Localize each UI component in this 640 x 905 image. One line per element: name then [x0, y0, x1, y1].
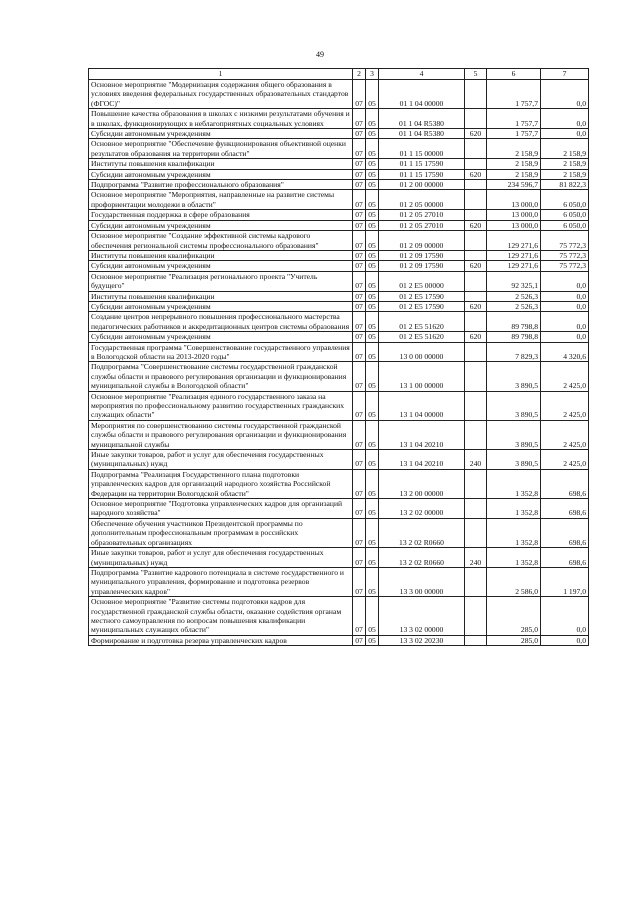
cell-subsection: 05 — [366, 261, 379, 271]
cell-subsection: 05 — [366, 220, 379, 230]
cell-expense-type — [465, 190, 487, 210]
cell-amount-1: 92 325,1 — [487, 271, 541, 291]
cell-expense-type: 620 — [465, 169, 487, 179]
cell-amount-2: 0,0 — [541, 635, 589, 645]
cell-amount-1: 129 271,6 — [487, 250, 541, 260]
cell-expense-type: 240 — [465, 548, 487, 568]
cell-section: 07 — [353, 499, 366, 519]
cell-subsection: 05 — [366, 469, 379, 498]
cell-target-article: 01 2 E5 17590 — [379, 301, 465, 311]
header-col-1: 1 — [89, 69, 353, 80]
cell-target-article: 13 3 00 00000 — [379, 567, 465, 596]
cell-name: Государственная поддержка в сфере образования — [89, 210, 353, 220]
cell-name: Основное мероприятие "Мероприятия, направленные на развитие системы профориентации молодежи в области" — [89, 190, 353, 210]
table-row — [89, 342, 589, 362]
cell-expense-type — [465, 210, 487, 220]
table-row — [89, 210, 589, 220]
cell-expense-type — [465, 291, 487, 301]
table-row — [89, 129, 589, 139]
cell-amount-1: 2 586,0 — [487, 567, 541, 596]
cell-target-article: 01 1 04 R5380 — [379, 109, 465, 129]
cell-subsection: 05 — [366, 250, 379, 260]
cell-amount-1: 234 596,7 — [487, 180, 541, 190]
cell-name: Субсидии автономным учреждениям — [89, 129, 353, 139]
cell-name: Основное мероприятие "Реализация регионального проекта "Учитель будущего" — [89, 271, 353, 291]
cell-subsection: 05 — [366, 190, 379, 210]
cell-name: Основное мероприятие "Реализация единого государственного заказа на мероприятия по профессиональному развитию государственных гражданских служащих области" — [89, 391, 353, 420]
header-col-5: 5 — [465, 69, 487, 80]
cell-amount-1: 1 352,8 — [487, 499, 541, 519]
cell-name: Государственная программа "Совершенствование государственного управления в Вологодской области на 2013-2020 годы" — [89, 342, 353, 362]
cell-section: 07 — [353, 420, 366, 449]
cell-section: 07 — [353, 129, 366, 139]
table-row — [89, 250, 589, 260]
cell-amount-1: 1 757,7 — [487, 129, 541, 139]
table-row — [89, 169, 589, 179]
cell-expense-type — [465, 567, 487, 596]
table-row — [89, 220, 589, 230]
cell-target-article: 01 2 09 17590 — [379, 250, 465, 260]
table-row — [89, 548, 589, 568]
cell-amount-2: 6 050,0 — [541, 190, 589, 210]
cell-amount-1: 1 352,8 — [487, 548, 541, 568]
cell-expense-type — [465, 597, 487, 636]
cell-name: Субсидии автономным учреждениям — [89, 332, 353, 342]
table-row — [89, 391, 589, 420]
cell-subsection: 05 — [366, 231, 379, 251]
cell-amount-2: 2 425,0 — [541, 362, 589, 391]
cell-amount-1: 129 271,6 — [487, 231, 541, 251]
cell-name: Институты повышения квалификации — [89, 159, 353, 169]
cell-name: Субсидии автономным учреждениям — [89, 261, 353, 271]
cell-target-article: 13 1 04 20210 — [379, 450, 465, 470]
cell-expense-type — [465, 271, 487, 291]
cell-subsection: 05 — [366, 271, 379, 291]
cell-amount-2: 75 772,3 — [541, 231, 589, 251]
cell-name: Обеспечение обучения участников Президентской программы по дополнительным профессиональным программам в российских образовательных организациях — [89, 518, 353, 547]
cell-amount-2: 698,6 — [541, 548, 589, 568]
cell-amount-1: 7 829,3 — [487, 342, 541, 362]
cell-section: 07 — [353, 180, 366, 190]
cell-amount-2: 2 425,0 — [541, 420, 589, 449]
cell-name: Мероприятия по совершенствованию системы государственной гражданской службы области и правового регулирования организации и функционирования муниципальной службы — [89, 420, 353, 449]
cell-expense-type: 240 — [465, 450, 487, 470]
cell-subsection: 05 — [366, 362, 379, 391]
cell-subsection: 05 — [366, 420, 379, 449]
cell-amount-1: 285,0 — [487, 635, 541, 645]
cell-name: Подпрограмма "Развитие кадрового потенциала в системе государственного и муниципального управления, формирование и подготовка резервов управленческих кадров" — [89, 567, 353, 596]
header-col-6: 6 — [487, 69, 541, 80]
cell-amount-2: 75 772,3 — [541, 261, 589, 271]
cell-section: 07 — [353, 139, 366, 159]
cell-target-article: 01 1 15 17590 — [379, 159, 465, 169]
cell-amount-2: 698,6 — [541, 518, 589, 547]
cell-section: 07 — [353, 220, 366, 230]
budget-table — [88, 68, 589, 646]
cell-expense-type — [465, 391, 487, 420]
table-row — [89, 180, 589, 190]
cell-section: 07 — [353, 159, 366, 169]
cell-subsection: 05 — [366, 342, 379, 362]
cell-name: Основное мероприятие "Обеспечение функционирования объективной оценки результатов образования на территории области" — [89, 139, 353, 159]
cell-expense-type: 620 — [465, 301, 487, 311]
cell-target-article: 13 3 02 00000 — [379, 597, 465, 636]
cell-expense-type — [465, 109, 487, 129]
cell-amount-2: 0,0 — [541, 129, 589, 139]
cell-amount-2: 0,0 — [541, 332, 589, 342]
page-number: 49 — [316, 50, 324, 59]
cell-subsection: 05 — [366, 139, 379, 159]
table-row — [89, 518, 589, 547]
table-row — [89, 597, 589, 636]
cell-expense-type — [465, 635, 487, 645]
cell-section: 07 — [353, 169, 366, 179]
cell-amount-2: 0,0 — [541, 597, 589, 636]
cell-subsection: 05 — [366, 180, 379, 190]
cell-amount-2: 81 822,3 — [541, 180, 589, 190]
cell-amount-2: 2 158,9 — [541, 169, 589, 179]
cell-amount-1: 2 158,9 — [487, 139, 541, 159]
cell-amount-1: 1 352,8 — [487, 518, 541, 547]
cell-section: 07 — [353, 450, 366, 470]
cell-target-article: 01 2 E5 51620 — [379, 312, 465, 332]
cell-subsection: 05 — [366, 109, 379, 129]
cell-subsection: 05 — [366, 332, 379, 342]
cell-amount-1: 3 890,5 — [487, 362, 541, 391]
table-row — [89, 635, 589, 645]
cell-subsection: 05 — [366, 391, 379, 420]
cell-expense-type — [465, 250, 487, 260]
cell-target-article: 01 2 00 00000 — [379, 180, 465, 190]
cell-amount-2: 6 050,0 — [541, 220, 589, 230]
cell-amount-2: 2 158,9 — [541, 139, 589, 159]
cell-target-article: 13 0 00 00000 — [379, 342, 465, 362]
cell-name: Подпрограмма "Развитие профессионального образования" — [89, 180, 353, 190]
cell-subsection: 05 — [366, 301, 379, 311]
cell-section: 07 — [353, 261, 366, 271]
cell-amount-2: 1 197,0 — [541, 567, 589, 596]
cell-target-article: 01 2 09 00000 — [379, 231, 465, 251]
table-row — [89, 362, 589, 391]
cell-subsection: 05 — [366, 169, 379, 179]
cell-amount-1: 2 526,3 — [487, 301, 541, 311]
cell-subsection: 05 — [366, 567, 379, 596]
cell-target-article: 13 3 02 20230 — [379, 635, 465, 645]
cell-target-article: 13 1 04 20210 — [379, 420, 465, 449]
cell-section: 07 — [353, 210, 366, 220]
table-row — [89, 450, 589, 470]
table-row — [89, 80, 589, 109]
cell-target-article: 01 2 E5 17590 — [379, 291, 465, 301]
cell-target-article: 01 1 15 17590 — [379, 169, 465, 179]
table-row — [89, 159, 589, 169]
table-row — [89, 261, 589, 271]
cell-target-article: 01 1 15 00000 — [379, 139, 465, 159]
cell-expense-type — [465, 469, 487, 498]
cell-section: 07 — [353, 250, 366, 260]
cell-expense-type: 620 — [465, 220, 487, 230]
cell-section: 07 — [353, 271, 366, 291]
table-row — [89, 190, 589, 210]
cell-expense-type: 620 — [465, 261, 487, 271]
cell-subsection: 05 — [366, 291, 379, 301]
cell-section: 07 — [353, 548, 366, 568]
cell-section: 07 — [353, 109, 366, 129]
cell-amount-2: 2 425,0 — [541, 391, 589, 420]
table-row — [89, 567, 589, 596]
table-row — [89, 139, 589, 159]
cell-target-article: 13 2 02 00000 — [379, 499, 465, 519]
cell-amount-2: 698,6 — [541, 499, 589, 519]
cell-amount-1: 3 890,5 — [487, 450, 541, 470]
cell-expense-type — [465, 159, 487, 169]
cell-section: 07 — [353, 190, 366, 210]
header-col-2: 2 — [353, 69, 366, 80]
cell-amount-2: 6 050,0 — [541, 210, 589, 220]
cell-amount-1: 89 798,8 — [487, 312, 541, 332]
cell-amount-2: 698,6 — [541, 469, 589, 498]
cell-target-article: 01 2 09 17590 — [379, 261, 465, 271]
cell-subsection: 05 — [366, 80, 379, 109]
cell-amount-2: 0,0 — [541, 301, 589, 311]
cell-target-article: 01 2 E5 51620 — [379, 332, 465, 342]
cell-expense-type — [465, 180, 487, 190]
cell-target-article: 01 2 05 27010 — [379, 210, 465, 220]
cell-section: 07 — [353, 362, 366, 391]
cell-amount-2: 2 425,0 — [541, 450, 589, 470]
cell-section: 07 — [353, 518, 366, 547]
cell-amount-1: 1 757,7 — [487, 80, 541, 109]
cell-amount-1: 13 000,0 — [487, 190, 541, 210]
cell-target-article: 13 2 02 R0660 — [379, 548, 465, 568]
cell-subsection: 05 — [366, 159, 379, 169]
cell-target-article: 13 2 00 00000 — [379, 469, 465, 498]
cell-target-article: 01 1 04 00000 — [379, 80, 465, 109]
cell-amount-1: 2 158,9 — [487, 159, 541, 169]
cell-name: Повышение качества образования в школах с низкими результатами обучения и в школах, функционирующих в неблагоприятных социальных условиях — [89, 109, 353, 129]
cell-amount-1: 13 000,0 — [487, 220, 541, 230]
cell-expense-type — [465, 518, 487, 547]
cell-subsection: 05 — [366, 548, 379, 568]
cell-section: 07 — [353, 332, 366, 342]
cell-subsection: 05 — [366, 518, 379, 547]
cell-section: 07 — [353, 291, 366, 301]
table-body — [89, 80, 589, 646]
cell-target-article: 01 2 05 00000 — [379, 190, 465, 210]
table-row — [89, 291, 589, 301]
table-row — [89, 312, 589, 332]
cell-expense-type — [465, 80, 487, 109]
cell-amount-1: 3 890,5 — [487, 391, 541, 420]
table-row — [89, 420, 589, 449]
cell-expense-type — [465, 362, 487, 391]
cell-name: Подпрограмма "Реализация Государственного плана подготовки управленческих кадров для организаций народного хозяйства Российской Федерации на территории Вологодской области" — [89, 469, 353, 498]
cell-target-article: 01 1 04 R5380 — [379, 129, 465, 139]
cell-subsection: 05 — [366, 450, 379, 470]
cell-section: 07 — [353, 312, 366, 332]
cell-subsection: 05 — [366, 635, 379, 645]
cell-name: Субсидии автономным учреждениям — [89, 220, 353, 230]
cell-name: Институты повышения квалификации — [89, 250, 353, 260]
table-header-row — [89, 69, 589, 80]
cell-target-article: 01 2 E5 00000 — [379, 271, 465, 291]
cell-name: Формирование и подготовка резерва управленческих кадров — [89, 635, 353, 645]
cell-amount-2: 0,0 — [541, 109, 589, 129]
cell-section: 07 — [353, 597, 366, 636]
cell-subsection: 05 — [366, 129, 379, 139]
cell-expense-type: 620 — [465, 332, 487, 342]
cell-name: Основное мероприятие "Подготовка управленческих кадров для организаций народного хозяйства" — [89, 499, 353, 519]
cell-name: Основное мероприятие "Развитие системы подготовки кадров для государственной гражданской службы области, оказание содействия органам местного самоуправления по вопросам повышения квалификации муниципальных служащих области" — [89, 597, 353, 636]
header-col-7: 7 — [541, 69, 589, 80]
cell-amount-2: 0,0 — [541, 312, 589, 332]
cell-amount-2: 0,0 — [541, 271, 589, 291]
cell-subsection: 05 — [366, 312, 379, 332]
table-row — [89, 301, 589, 311]
cell-amount-1: 1 757,7 — [487, 109, 541, 129]
cell-amount-1: 1 352,8 — [487, 469, 541, 498]
cell-amount-1: 285,0 — [487, 597, 541, 636]
cell-name: Субсидии автономным учреждениям — [89, 169, 353, 179]
table-row — [89, 231, 589, 251]
cell-subsection: 05 — [366, 499, 379, 519]
cell-target-article: 13 2 02 R0660 — [379, 518, 465, 547]
table-row — [89, 109, 589, 129]
cell-amount-1: 2 526,3 — [487, 291, 541, 301]
cell-amount-2: 0,0 — [541, 291, 589, 301]
cell-name: Институты повышения квалификации — [89, 291, 353, 301]
cell-section: 07 — [353, 80, 366, 109]
cell-name: Иные закупки товаров, работ и услуг для обеспечения государственных (муниципальных) нужд — [89, 450, 353, 470]
cell-name: Субсидии автономным учреждениям — [89, 301, 353, 311]
cell-amount-2: 0,0 — [541, 80, 589, 109]
cell-expense-type — [465, 420, 487, 449]
cell-target-article: 13 1 00 00000 — [379, 362, 465, 391]
cell-section: 07 — [353, 301, 366, 311]
cell-amount-2: 4 320,6 — [541, 342, 589, 362]
table-row — [89, 332, 589, 342]
table-row — [89, 271, 589, 291]
table-row — [89, 469, 589, 498]
cell-name: Основное мероприятие "Модернизация содержания общего образования в условиях введения федеральных государственных образовательных стандартов (ФГОС)" — [89, 80, 353, 109]
cell-section: 07 — [353, 635, 366, 645]
cell-amount-2: 2 158,9 — [541, 159, 589, 169]
cell-target-article: 13 1 04 00000 — [379, 391, 465, 420]
cell-expense-type — [465, 342, 487, 362]
cell-amount-1: 129 271,6 — [487, 261, 541, 271]
cell-target-article: 01 2 05 27010 — [379, 220, 465, 230]
cell-expense-type: 620 — [465, 129, 487, 139]
header-col-3: 3 — [366, 69, 379, 80]
cell-expense-type — [465, 312, 487, 332]
cell-amount-1: 89 798,8 — [487, 332, 541, 342]
cell-name: Основное мероприятие "Создание эффективной системы кадрового обеспечения региональной системы профессионального образования" — [89, 231, 353, 251]
cell-name: Создание центров непрерывного повышения профессионального мастерства педагогических работников и аккредитационных центров системы образования — [89, 312, 353, 332]
cell-amount-1: 13 000,0 — [487, 210, 541, 220]
cell-section: 07 — [353, 342, 366, 362]
cell-expense-type — [465, 139, 487, 159]
cell-amount-2: 75 772,3 — [541, 250, 589, 260]
cell-expense-type — [465, 499, 487, 519]
table-row — [89, 499, 589, 519]
cell-amount-1: 3 890,5 — [487, 420, 541, 449]
cell-name: Подпрограмма "Совершенствование системы государственной гражданской службы области и правового регулирования организации и функционирования муниципальной службы в Вологодской области" — [89, 362, 353, 391]
cell-amount-1: 2 158,9 — [487, 169, 541, 179]
header-col-4: 4 — [379, 69, 465, 80]
cell-section: 07 — [353, 231, 366, 251]
cell-section: 07 — [353, 469, 366, 498]
cell-subsection: 05 — [366, 597, 379, 636]
cell-subsection: 05 — [366, 210, 379, 220]
cell-expense-type — [465, 231, 487, 251]
cell-section: 07 — [353, 391, 366, 420]
cell-section: 07 — [353, 567, 366, 596]
cell-name: Иные закупки товаров, работ и услуг для обеспечения государственных (муниципальных) нужд — [89, 548, 353, 568]
